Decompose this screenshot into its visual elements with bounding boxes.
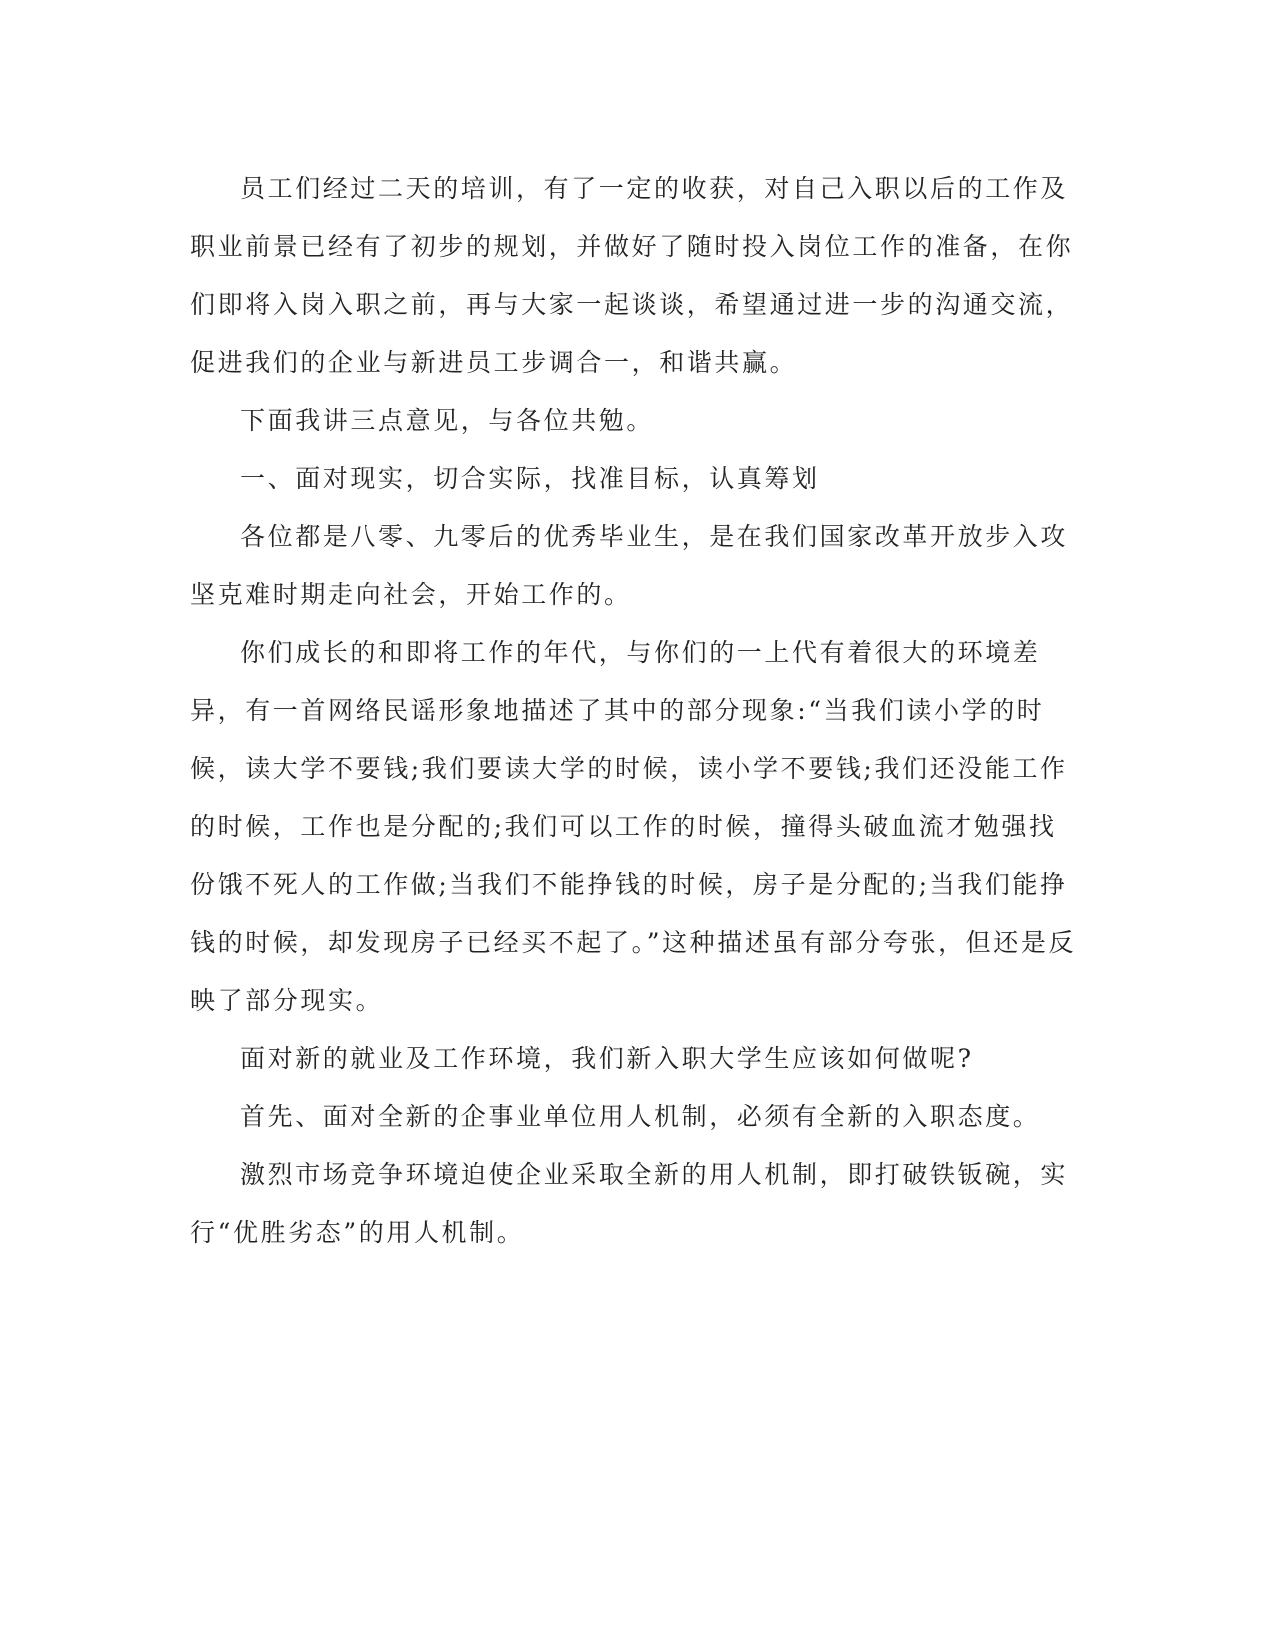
paragraph-graduates: 各位都是八零、九零后的优秀毕业生，是在我们国家改革开放步入攻坚克难时期走向社会，开始工作的。 <box>190 522 1069 609</box>
document-body <box>190 160 1080 1262</box>
paragraph-three-points: 下面我讲三点意见，与各位共勉。 <box>240 406 655 435</box>
section-heading-one: 一、面对现实，切合实际，找准目标，认真筹划 <box>240 464 820 493</box>
paragraph-market-competition: 激烈市场竞争环境迫使企业采取全新的用人机制，即打破铁钣碗，实行“优胜劣态”的用人机制。 <box>190 1160 1069 1247</box>
paragraph-intro: 员工们经过二天的培训，有了一定的收获，对自己入职以后的工作及职业前景已经有了初步的规划，并做好了随时投入岗位工作的准备，在你们即将入岗入职之前，再与大家一起谈谈，希望通过进一步的沟通交流，促进我们的企业与新进员工步调合一，和谐共赢。 <box>190 174 1074 377</box>
paragraph-first-point: 首先、面对全新的企事业单位用人机制，必须有全新的入职态度。 <box>240 1102 1041 1131</box>
paragraph-question: 面对新的就业及工作环境，我们新入职大学生应该如何做呢? <box>240 1044 974 1073</box>
paragraph-environment: 你们成长的和即将工作的年代，与你们的一上代有着很大的环境差异，有一首网络民谣形象地描述了其中的部分现象:“当我们读小学的时候，读大学不要钱;我们要读大学的时候，读小学不要钱;我们还没能工作的时候，工作也是分配的;我们可以工作的时候，撞得头破血流才勉强找份饿不死人的工作做;当我们不能挣钱的时候，房子是分配的;当我们能挣钱的时候，却发现房子已经买不起了。”这种描述虽有部分夸张，但还是反映了部分现实。 <box>190 638 1077 1015</box>
